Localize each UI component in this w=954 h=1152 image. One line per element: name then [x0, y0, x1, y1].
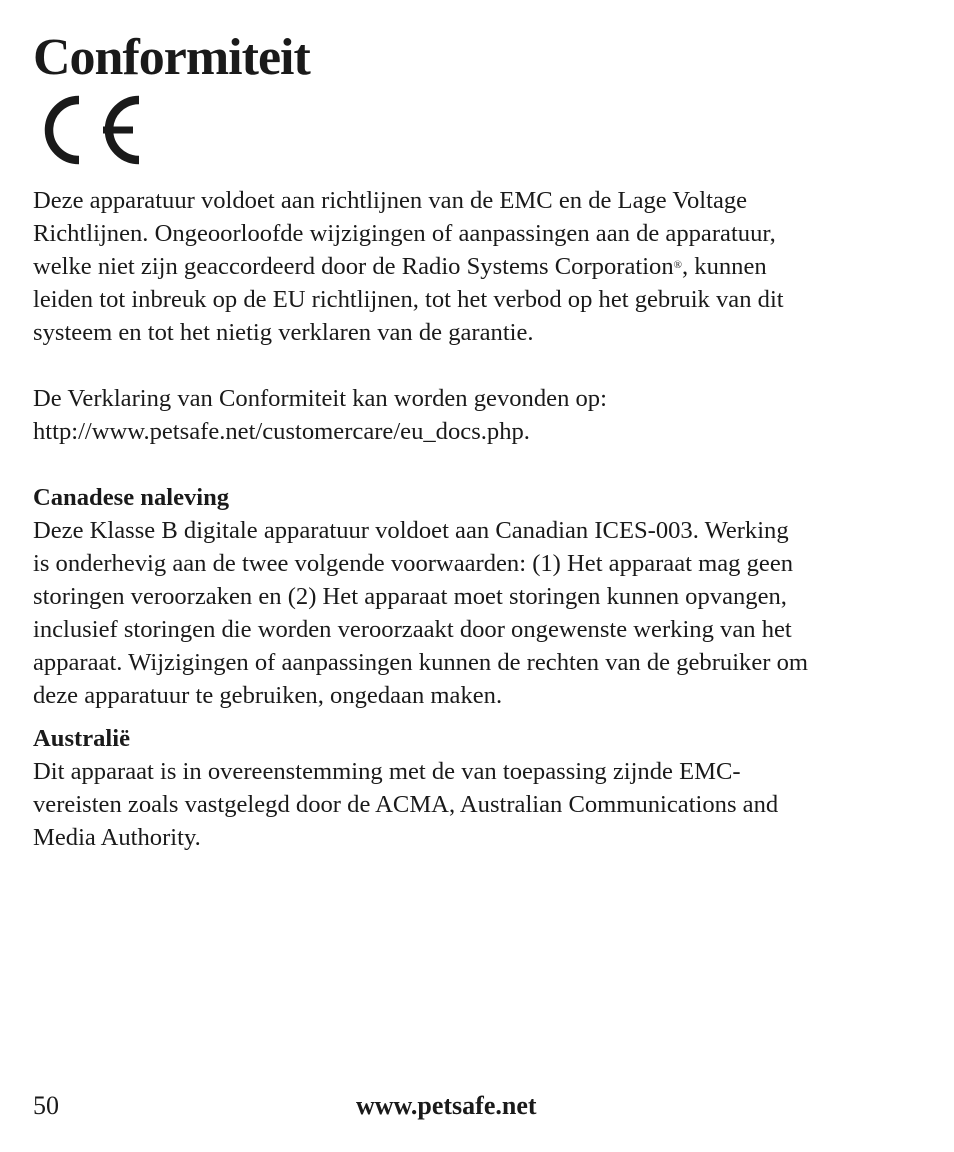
registered-mark: ® [673, 259, 682, 271]
australia-paragraph [33, 755, 923, 854]
text-line: systeem en tot het nietig verklaren van de garantie. [33, 319, 534, 346]
footer-website: www.petsafe.net [356, 1091, 537, 1120]
ce-mark-icon [33, 92, 143, 168]
text-segment: welke niet zijn geaccordeerd door de Radio Systems Corporation [33, 253, 674, 280]
text-line: deze apparatuur te gebruiken, ongedaan maken. [33, 682, 503, 709]
australia-heading: Australië [33, 725, 130, 752]
text-line: vereisten zoals vastgelegd door de ACMA, Australian Communications and [33, 791, 779, 818]
text-line: Media Authority. [33, 824, 201, 851]
text-segment: , kunnen [681, 253, 767, 280]
text-line: inclusief storingen die worden veroorzaakt door ongewenste werking van het [33, 616, 792, 643]
page-title: Conformiteit [33, 29, 310, 86]
text-line: Deze Klasse B digitale apparatuur voldoet aan Canadian ICES-003. Werking [33, 517, 789, 544]
text-line: storingen veroorzaken en (2) Het apparaat moet storingen kunnen opvangen, [33, 583, 787, 610]
declaration-url: http://www.petsafe.net/customercare/eu_docs.php. [33, 418, 530, 445]
text-line: leiden tot inbreuk op de EU richtlijnen, tot het verbod op het gebruik van dit [33, 286, 784, 313]
page-number: 50 [33, 1091, 59, 1120]
eu-compliance-paragraph [33, 184, 923, 349]
text-line: Dit apparaat is in overeenstemming met de van toepassing zijnde EMC- [33, 758, 741, 785]
text-line: is onderhevig aan de twee volgende voorwaarden: (1) Het apparaat mag geen [33, 550, 794, 577]
text-line: De Verklaring van Conformiteit kan worden gevonden op: [33, 385, 607, 412]
canada-heading: Canadese naleving [33, 484, 230, 511]
declaration-paragraph [33, 382, 923, 448]
text-line [33, 250, 923, 283]
text-line: Deze apparatuur voldoet aan richtlijnen van de EMC en de Lage Voltage [33, 187, 748, 214]
text-line: Richtlijnen. Ongeoorloofde wijzigingen of aanpassingen aan de apparatuur, [33, 220, 776, 247]
canada-paragraph [33, 514, 923, 712]
text-line: apparaat. Wijzigingen of aanpassingen kunnen de rechten van de gebruiker om [33, 649, 809, 676]
